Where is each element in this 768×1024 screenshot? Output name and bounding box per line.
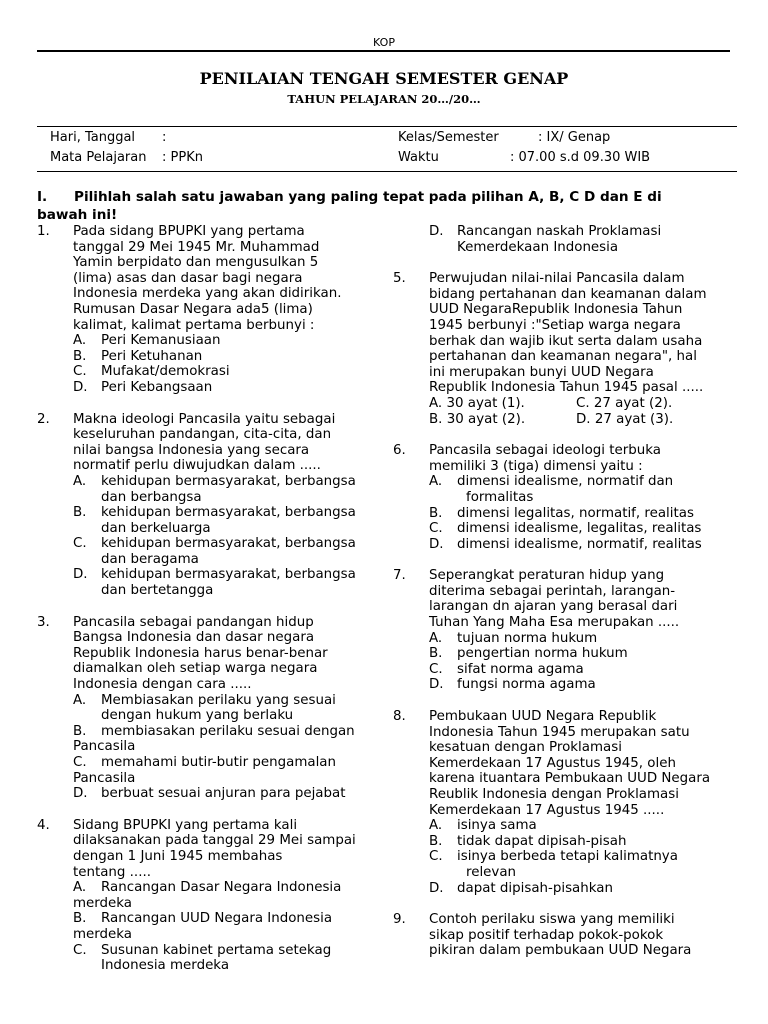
option-letter: D. [429, 880, 444, 896]
question-number: 9. [393, 912, 406, 928]
option-b[interactable] [73, 505, 362, 536]
mapel-value: : PPKn [162, 150, 203, 165]
option-text: tidak dapat dipisah-pisah [457, 833, 627, 849]
option-a[interactable] [73, 880, 362, 911]
option-letter: C. [73, 536, 87, 552]
stem-line: Pada sidang BPUPKI yang pertama [73, 224, 305, 239]
question-stem [429, 709, 733, 818]
stem-line: diamalkan oleh setiap warga negara [73, 661, 318, 677]
option-letter: B. [73, 505, 87, 521]
option-letter: C. [429, 521, 443, 537]
option-text: dimensi idealisme, normatif, realitas [457, 536, 702, 552]
option-d[interactable] [429, 537, 733, 553]
option-d[interactable] [73, 380, 362, 396]
spacer [393, 552, 733, 568]
stem-line: Pancasila sebagai ideologi terbuka [429, 443, 661, 459]
option-text: pengertian norma hukum [457, 646, 628, 662]
option-text: kehidupan bermasyarakat, berbangsa [101, 505, 356, 521]
option-text-cont: dengan hukum yang berlaku [101, 708, 294, 724]
hari-label: Hari, Tanggal [50, 130, 136, 145]
option-letter: B. [429, 646, 443, 662]
option-text: membiasakan perilaku sesuai dengan [101, 723, 355, 739]
option-letter: D. [576, 411, 591, 427]
stem-line: tanggal 29 Mei 1945 Mr. Muhammad [73, 239, 320, 255]
question-stem [73, 224, 362, 333]
stem-line: karena ituantara Pembukaan UUD Negara [429, 771, 711, 787]
option-b[interactable] [73, 911, 362, 942]
option-text: 30 ayat (2). [446, 411, 526, 427]
right-column [393, 224, 733, 959]
hari-value: : [162, 130, 167, 145]
question-7 [393, 568, 733, 693]
question-number: 3. [37, 614, 50, 630]
option-text: kehidupan bermasyarakat, berbangsa [101, 536, 356, 552]
option-text: berbuat sesuai anjuran para pejabat [101, 786, 346, 802]
stem-line: bidang pertahanan dan keamanan dalam [429, 286, 707, 302]
option-letter: A. [429, 630, 443, 646]
exam-title: PENILAIAN TENGAH SEMESTER GENAP [199, 69, 569, 88]
option-d[interactable] [429, 881, 733, 897]
option-a[interactable] [73, 333, 362, 349]
question-3 [37, 615, 362, 802]
option-text: Peri Ketuhanan [101, 348, 203, 364]
stem-line: Sidang BPUPKI yang pertama kali [73, 817, 298, 833]
question-stem [73, 615, 362, 693]
option-letter: D. [429, 224, 444, 239]
kelas-value: : IX/ Genap [538, 130, 611, 145]
stem-line: Tuhan Yang Maha Esa merupakan ..... [429, 615, 680, 631]
stem-line: normatif perlu diwujudkan dalam ..... [73, 458, 321, 474]
option-text: Mufakat/demokrasi [101, 364, 230, 380]
option-letter: A. [73, 333, 87, 349]
option-letter: D. [429, 677, 444, 693]
spacer [37, 599, 362, 615]
question-8 [393, 709, 733, 896]
option-text: fungsi norma agama [457, 677, 596, 693]
stem-line: kalimat, kalimat pertama berbunyi : [73, 317, 315, 333]
stem-line: Pancasila sebagai pandangan hidup [73, 614, 314, 630]
option-text: Peri Kemanusiaan [101, 333, 221, 349]
option-letter: C. [429, 661, 443, 677]
option-text-cont: Indonesia merdeka [101, 958, 230, 974]
question-stem [429, 912, 733, 959]
option-c[interactable] [73, 943, 362, 974]
option-c[interactable] [429, 521, 733, 537]
instruction-text-cont: bawah ini! [37, 207, 118, 223]
option-a[interactable] [429, 631, 733, 647]
stem-line: Republik Indonesia Tahun 1945 pasal ..... [429, 380, 704, 396]
option-d[interactable] [576, 412, 736, 428]
stem-line: memiliki 3 (tiga) dimensi yaitu : [429, 458, 643, 474]
option-text-cont: Pancasila [73, 739, 136, 755]
stem-line: ini merupakan bunyi UUD Negara [429, 364, 654, 380]
option-a[interactable] [429, 396, 576, 412]
instruction-text: Pilihlah salah satu jawaban yang paling tepat pada pilihan A, B, C D dan E di [74, 189, 662, 205]
option-text: memahami butir-butir pengamalan [101, 755, 336, 770]
kop-label: KOP [373, 36, 395, 49]
option-letter: A. [73, 692, 87, 708]
option-b[interactable] [429, 412, 576, 428]
option-letter: B. [73, 723, 87, 739]
option-letter: C. [73, 942, 87, 958]
left-column [37, 224, 362, 974]
option-text-cont: dan berbangsa [101, 489, 202, 505]
option-text: Rancangan naskah Proklamasi [457, 224, 662, 239]
stem-line: (lima) asas dan dasar bagi negara [73, 270, 303, 286]
option-text: 27 ayat (3). [594, 411, 674, 427]
spacer [393, 896, 733, 912]
stem-line: Perwujudan nilai-nilai Pancasila dalam [429, 271, 685, 287]
stem-line: Kemerdekaan 17 Agustus 1945, oleh [429, 755, 676, 771]
options-grid [429, 396, 733, 427]
question-number: 8. [393, 709, 406, 725]
option-text-cont: merdeka [73, 895, 133, 911]
option-text-cont: dan berkeluarga [101, 520, 211, 536]
option-text: 27 ayat (2). [593, 395, 673, 411]
question-stem [429, 271, 733, 396]
option-letter: B. [429, 411, 443, 427]
stem-line: Seperangkat peraturan hidup yang [429, 568, 665, 584]
option-text: dapat dipisah-pisahkan [457, 880, 613, 896]
option-letter: B. [429, 505, 443, 521]
question-number: 1. [37, 224, 50, 239]
option-d[interactable] [73, 786, 362, 802]
question-5 [393, 271, 733, 427]
stem-line: pikiran dalam pembukaan UUD Negara [429, 943, 692, 959]
stem-line: Makna ideologi Pancasila yaitu sebagai [73, 411, 336, 427]
question-stem [73, 818, 362, 880]
option-text: sifat norma agama [457, 661, 584, 677]
option-a[interactable] [429, 818, 733, 834]
stem-line: Republik Indonesia harus benar-benar [73, 645, 328, 661]
option-text: dimensi idealisme, legalitas, realitas [457, 521, 702, 537]
stem-line: sikap positif terhadap pokok-pokok [429, 927, 664, 943]
option-letter: C. [73, 364, 87, 380]
option-letter: A. [73, 473, 87, 489]
stem-line: Pembukaan UUD Negara Republik [429, 709, 657, 725]
option-text: dimensi legalitas, normatif, realitas [457, 505, 694, 521]
option-text: isinya sama [457, 818, 537, 834]
option-letter: C. [73, 755, 87, 770]
spacer [393, 255, 733, 271]
option-letter: D. [73, 567, 88, 583]
option-c[interactable] [429, 662, 733, 678]
stem-line: Rumusan Dasar Negara ada5 (lima) [73, 301, 313, 317]
option-d[interactable] [73, 567, 362, 598]
stem-line: nilai bangsa Indonesia yang secara [73, 442, 310, 458]
question-1 [37, 224, 362, 396]
question-stem [429, 568, 733, 630]
mapel-label: Mata Pelajaran [50, 150, 147, 165]
stem-line: 1945 berbunyi :"Setiap warga negara [429, 317, 681, 333]
option-d[interactable] [429, 677, 733, 693]
option-text-cont: formalitas [466, 489, 534, 505]
option-text: Peri Kebangsaan [101, 379, 213, 395]
option-text: kehidupan bermasyarakat, berbangsa [101, 473, 356, 489]
stem-line: Indonesia Tahun 1945 merupakan satu [429, 724, 690, 740]
waktu-value: : 07.00 s.d 09.30 WIB [510, 150, 651, 165]
option-d[interactable] [429, 224, 733, 255]
stem-line: kesatuan dengan Proklamasi [429, 740, 622, 756]
option-letter: B. [73, 348, 87, 364]
option-a[interactable] [73, 693, 362, 724]
stem-line: Indonesia dengan cara ..... [73, 677, 252, 693]
option-c[interactable] [576, 396, 736, 412]
academic-year: TAHUN PELAJARAN 20…/20… [287, 92, 481, 106]
question-number: 6. [393, 443, 406, 459]
stem-line: Yamin berpidato dan mengusulkan 5 [73, 255, 319, 271]
stem-line: Bangsa Indonesia dan dasar negara [73, 630, 315, 646]
option-letter: B. [73, 911, 87, 927]
option-letter: D. [73, 786, 88, 802]
option-text: isinya berbeda tetapi kalimatnya [457, 849, 678, 865]
stem-line: Reublik Indonesia dengan Proklamasi [429, 787, 679, 802]
question-number: 7. [393, 568, 406, 584]
question-4-continued [393, 224, 733, 255]
question-number: 4. [37, 817, 50, 833]
spacer [393, 427, 733, 443]
stem-line: tentang ..... [73, 864, 151, 880]
option-text: 30 ayat (1). [446, 395, 525, 411]
option-text-cont: dan bertetangga [101, 583, 214, 599]
spacer [393, 693, 733, 709]
option-letter: A. [429, 474, 443, 490]
option-a[interactable] [73, 474, 362, 505]
option-text: Susunan kabinet pertama setekag [101, 942, 332, 958]
question-number: 5. [393, 271, 406, 287]
stem-line: keseluruhan pandangan, cita-cita, dan [73, 427, 332, 443]
question-stem [73, 412, 362, 474]
question-9 [393, 912, 733, 959]
question-6 [393, 443, 733, 552]
question-number: 2. [37, 411, 50, 427]
stem-line: larangan dn ajaran yang berasal dari [429, 599, 678, 615]
option-b[interactable] [429, 506, 733, 522]
option-c[interactable] [73, 536, 362, 567]
kelas-label: Kelas/Semester [398, 130, 499, 145]
option-letter: D. [73, 379, 88, 395]
spacer [37, 802, 362, 818]
stem-line: dengan 1 Juni 1945 membahas [73, 848, 283, 864]
option-letter: C. [429, 849, 443, 865]
option-b[interactable] [429, 646, 733, 662]
option-letter: A. [429, 395, 443, 411]
option-letter: A. [73, 880, 87, 896]
waktu-label: Waktu [398, 150, 439, 165]
option-text-cont: merdeka [73, 926, 133, 942]
stem-line: diterima sebagai perintah, larangan- [429, 583, 676, 599]
stem-line: pertahanan dan keamanan negara", hal [429, 349, 697, 365]
option-letter: C. [576, 395, 590, 411]
option-text: Rancangan Dasar Negara Indonesia [101, 880, 342, 896]
option-text-cont: Kemerdekaan Indonesia [457, 239, 619, 255]
stem-line: UUD NegaraRepublik Indonesia Tahun [429, 302, 683, 318]
header-rule [37, 50, 730, 52]
exam-info-table [37, 126, 737, 172]
option-letter: D. [429, 536, 444, 552]
option-c[interactable] [73, 755, 362, 786]
option-c[interactable] [429, 849, 733, 880]
option-text: kehidupan bermasyarakat, berbangsa [101, 567, 356, 583]
option-b[interactable] [429, 834, 733, 850]
option-a[interactable] [429, 474, 733, 505]
option-text-cont: dan beragama [101, 551, 199, 567]
stem-line: Contoh perilaku siswa yang memiliki [429, 912, 675, 928]
option-text: tujuan norma hukum [457, 630, 598, 646]
question-stem [429, 443, 733, 474]
spacer [37, 396, 362, 412]
option-text-cont: relevan [466, 864, 517, 880]
option-c[interactable] [73, 364, 362, 380]
stem-line: berhak dan wajib ikut serta dalam usaha [429, 333, 703, 349]
section-instruction [37, 188, 727, 224]
question-4 [37, 818, 362, 974]
stem-line: Indonesia merdeka yang akan didirikan. [73, 286, 342, 302]
option-text-cont: Pancasila [73, 770, 136, 786]
option-letter: B. [429, 833, 443, 849]
option-b[interactable] [73, 349, 362, 365]
stem-line: dilaksanakan pada tanggal 29 Mei sampai [73, 833, 356, 849]
question-2 [37, 412, 362, 599]
option-text: Membiasakan perilaku yang sesuai [101, 692, 336, 708]
stem-line: Kemerdekaan 17 Agustus 1945 ..... [429, 802, 665, 818]
option-text: dimensi idealisme, normatif dan [457, 474, 674, 490]
option-letter: A. [429, 818, 443, 834]
option-text: Rancangan UUD Negara Indonesia [101, 911, 333, 927]
option-b[interactable] [73, 724, 362, 755]
section-number: I. [37, 189, 48, 205]
